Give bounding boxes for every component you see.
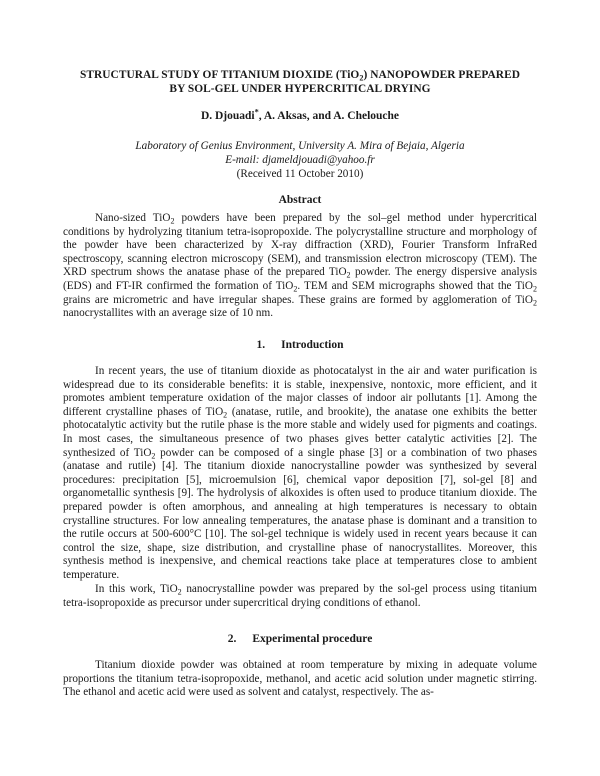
section-heading-introduction: 1. Introduction — [256, 339, 344, 351]
introduction-paragraph-2: In this work, TiO$_2$ nanocrystalline powder was prepared by the sol-gel process using titanium tetra-isopropoxide as precursor under supercritical drying conditions of ethanol. — [63, 583, 537, 609]
abstract-heading: Abstract — [278, 194, 322, 206]
authors: D. Djouadi*, A. Aksas, and A. Chelouche — [200, 107, 400, 122]
abstract-text: Nano-sized TiO$_2$ powders have been prepared by the sol–gel method under hypercritical conditions by hydrolyzing titanium tetra-isopropoxide. The polycrystalline structure and morphology of the powder have been characterized by X-ray diffraction (XRD), Fourier Transform InfraRed spectroscopy, scanning electron microscopy (SEM), and transmission electron microscopy (TEM). The XRD spectrum shows the anatase phase of the prepared TiO$_2$ powder. The energy dispersive analysis (EDS) and FT-IR confirmed the formation of TiO$_2$. TEM and SEM micrographs showed that the TiO$_2$ grains are micrometric and have irregular shapes. These grains are formed by agglomeration of TiO$_2$ nanocrystallites with an average size of 10 nm. — [63, 212, 537, 320]
email: E-mail: djameldjouadi@yahoo.fr — [225, 154, 375, 166]
affiliation: Laboratory of Genius Environment, University A. Mira of Bejaia, Algeria — [135, 140, 465, 152]
experimental-paragraph: Titanium dioxide powder was obtained at room temperature by mixing in adequate volume proportions the titanium tetra-isopropoxide, methanol, and acetic acid solution under magnetic stirring. The ethanol and acetic acid were used as solvent and catalyst, respectively. The as- — [63, 659, 537, 699]
affiliation-block — [0, 139, 600, 181]
introduction-paragraph-1: In recent years, the use of titanium dioxide as photocatalyst in the air and water purification is widespread due to its considerable benefits: it is stable, inexpensive, nontoxic, more efficient, and it promotes ambient temperature oxidation of the major classes of indoor air pollutants [1]. Among the different crystalline phases of TiO$_2$ (anatase, rutile, and brookite), the anatase one exhibits the better photocatalytic activity but the rutile phase is the more stable and widely used for pigments and coatings. In most cases, the simultaneous presence of two phases gives better catalytic activities [2]. The synthesized of TiO$_2$ powder can be composed of a single phase [3] or a combination of two phases (anatase and rutile) [4]. The titanium dioxide nanocrystalline powder was synthesized by several procedures: precipitation [5], microemulsion [6], chemical vapor deposition [7], sol-gel [8] and organometallic synthesis [9]. The hydrolysis of alkoxides is often used to produce titanium dioxide. The prepared powder is often amorphous, and annealing at high temperatures is necessary to obtain crystalline structures. For low annealing temperatures, the anatase phase is dominant and a transition to the rutile occurs at 500-600°C [10]. The sol-gel technique is widely used in recent years because it can control the size, shape, size distribution, and crystalline phase of nanocrystallites. Moreover, this synthesis method is inexpensive, and chemical reactions take place at temperatures close to ambient temperature. — [63, 365, 537, 581]
section-heading-experimental: 2. Experimental procedure — [227, 633, 373, 645]
received-date: (Received 11 October 2010) — [236, 168, 364, 180]
paper-title: STRUCTURAL STUDY OF TITANIUM DIOXIDE (TiO$_2$) NANOPOWDER PREPARED BY SOL-GEL UNDER HYPERCRITICAL DRYING — [79, 69, 521, 95]
